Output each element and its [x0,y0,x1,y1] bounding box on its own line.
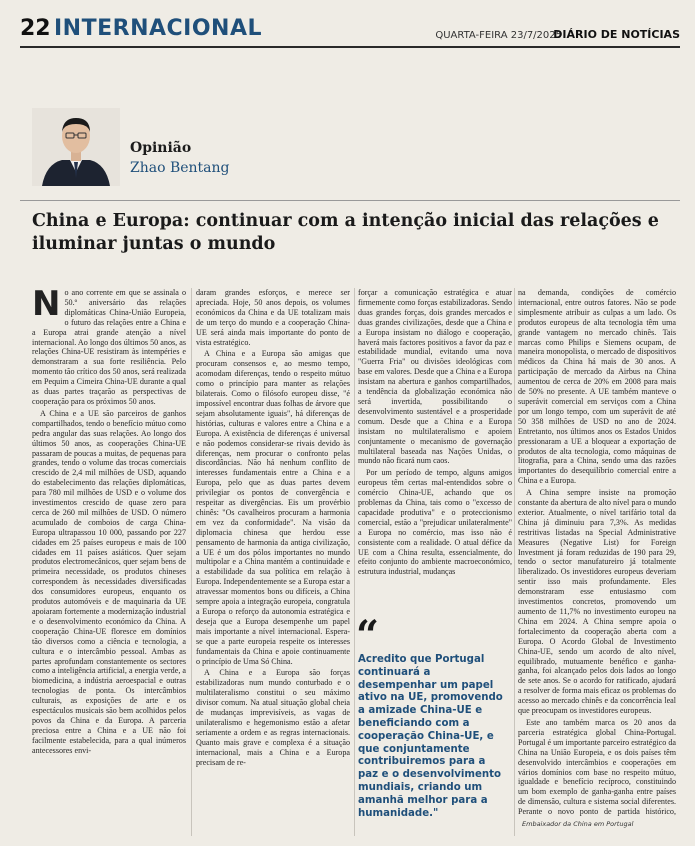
pull-quote: Acredito que Portugal continuará a desempenhar um papel ativo na UE, promovendo a amizade China-UE e beneficiando com a cooperação China-UE, e que conjuntamente contribuiremos para a paz e o desenvolvimento mundiais, criando um amanhã melhor para a humanidade." [358,654,503,819]
column-divider [514,288,515,836]
article-paragraph: Por um período de tempo, alguns amigos europeus têm certas mal-entendidos sobre o comércio China-UE, achando que os problemas da China, tais como o "excesso de capacidade produtiva" e o proteccionismo comercial, estão a "prejudicar unilateralmente" a Europa no comércio, mas isso não é consistente com a realidade. O atual défice da UE com a China resulta, essencialmente, do efeito conjunto do ambiente macroeconómico, estrutura industrial, mudanças [358,468,512,577]
article-headline: China e Europa: continuar com a intenção inicial das relações e iluminar juntas o mundo [32,211,659,254]
author-credit: Embaixador da China em Portugal [522,820,634,828]
column-divider [191,288,192,836]
article-column-2 [196,288,350,840]
article-paragraph: forçar a comunicação estratégica e atuar firmemente como forças estabilizadoras. Sendo duas grandes forças, dois grandes mercados e duas grandes civilizações, desde que a China e a Europa insistam no diálogo e cooperação, haverá mais factores positivos a favor da paz e estabilidade mundial, evitando uma nova "Guerra Fria" ou divisões ideológicas com base em valores. Desde que a China e a Europa insistam na abertura e ganhos compartilhados, a tendência da globalização económica não será invertida, possibilitando o desenvolvimento sustentável e a prosperidade comum. Desde que a China e a Europa insistam no multilateralismo e apoiem conjuntamente o mecanismo de governação multilateral baseada nas Nações Unidas, o mundo não ficará num caos. [358,288,512,466]
article-paragraph: No ano corrente em que se assinala o 50.º aniversário das relações diplomáticas China-União Europeia, o futuro das relações entre a China e a Europa atrai grande atenção a nível internacional. Ao longo dos últimos 50 anos, as relações China-UE resistiram às intempéries e demonstraram a sua forte resiliência. Pelo momento tão crítico dos 50 anos, será realizada em Pequim a Cimeira China-UE durante a qual as duas partes traçarão as perspectivas de cooperação para os próximos 50 anos. [32,288,186,406]
author-name: Zhao Bentang [130,160,230,176]
article-paragraph: daram grandes esforços, e merece ser apreciada. Hoje, 50 anos depois, os volumes económicos da China e da UE totalizam mais de um terço do mundo e a cooperação China-UE será ainda mais importante do ponto de vista estratégico. [196,288,350,347]
article-paragraph: A China e a UE são parceiros de ganhos compartilhados, tendo o benefício mútuo como pedra angular das suas relações. Ao longo dos últimos 50 anos, as cooperações China-UE passaram de poucas a muitas, de pequenas para grandes, tendo o volume das trocas comerciais crescido de 2,4 mil milhões de USD, aquando do estabelecimento das relações diplomáticas, para 780 mil milhões de USD e o volume dos investimentos crescido de quase zero para cerca de 260 mil milhões de USD. O número acumulado de comboios de carga China-Europa ultrapassou 10 000, passando por 227 cidades em 25 países europeus e mais de 100 cidades em 11 países asiáticos. Quer sejam produtos electromecânicos, quer sejam bens de primeira necessidade, os produtos chineses correspondem às necessidades diversificadas dos consumidores europeus, enquanto os produtos automóveis e de maquinaria da UE apoiaram fortemente a modernização industrial e o desenvolvimento económico da China. A cooperação China-UE floresce em domínios tão diversos como a ciência e tecnologia, a cultura e o intercâmbio pessoal. Ambas as partes aprofundam constantemente os sectores como a inteligência artificial, a energia verde, a biomedicina, a indústria aeroespacial e outras tecnologias de ponta. Os intercâmbios culturais, as exposições de arte e os espectáculos musicais são bem acolhidos pelos povos da China e da Europa. A parceria preciosa entre a China e a UE não foi facilmente estabelecida, para a qual inúmeros antecessores envi- [32,408,186,755]
issue-date: QUARTA-FEIRA 23/7/2025 [435,30,562,41]
header-rule [20,46,680,48]
article-paragraph: A China e a Europa são amigas que procuram consensos e, ao mesmo tempo, acomodam diferenças, tendo o respeito mútuo como o princípio para manter as relações bilaterais. Como o filósofo europeu disse, "é impossível encontrar duas folhas de árvore que sejam absolutamente iguais", há diferenças de histórias, culturas e valores entre a China e a Europa. A existência de diferenças é universal e não podemos considerar-se rivais devido às diferenças, nem procurar o confronto pelas discordâncias. Não há nenhum conflito de interesses fundamentais entre a China e a Europa, pelo que as duas partes devem privilegiar os pontos de convergência e respeitar as divergências. Eis um provérbio chinês: "Os cavalheiros procuram a harmonia em vez da conformidade". Na visão da diplomacia chinesa que herdou esse pensamento de harmonia da antiga civilização, a UE é um dos pólos importantes no mundo multipolar e a China mantém a continuidade e a estabilidade da sua política em relação à Europa. Independentemente se a Europa estar a atravessar momentos bons ou difíceis, a China sempre apoia a integração europeia, congratula a Europa o reforço da autonomia estratégica e deseja que a Europa desempenhe um papel mais importante a nível internacional. Espera-se que a parte europeia respeite os interesses fundamentais da China e apoie continuamente o princípio de Uma Só China. [196,349,350,666]
drop-cap: N [32,288,61,324]
page-number: 22 [20,16,51,41]
quote-mark-icon: “ [356,612,380,659]
article-paragraph: A China sempre insiste na promoção constante da abertura de alto nível para o mundo exterior. Atualmente, o nível tarifário total da China já diminuiu para 7,3%. As medidas restritivas listadas na Special Administrative Measures (Negative List) for Foreign Investment já foram reduzidas de 190 para 29, tendo o sector manufatureiro já totalmente liberalizado. Os investidores europeus deveriam sentir isso mais profundamente. Eles demonstraram esse entusiasmo com investimentos concretos, promovendo um aumento de 11,7% no investimento europeu na China em 2024. A China sempre apoia o fortalecimento da cooperação aberta com a Europa. O Acordo Global de Investimento China-UE, sendo um acordo de alto nível, equilibrado, mutuamente benéfico e ganha-ganha, foi alcançado pelos dois lados ao longo de sete anos. Se o acordo for ratificado, ajudará a resolver de forma mais eficaz os problemas do acesso ao mercado chinês e da concorrência leal que preocupam os investidores europeus. [518,488,676,716]
opinion-label: Opinião [130,140,192,156]
article-paragraph: na demanda, condições de comércio internacional, entre outros fatores. Não se pode simplesmente atribuir as culpas a um lado. Os produtos europeus de alta tecnologia têm uma grande vantagem no mercado chinês. Tais marcas como Philips e Siemens ocupam, de maneira monopolista, o mercado de dispositivos médicos da China há mais de 30 anos. A participação de mercado da Airbus na China aumentou de cerca de 20% em 2008 para mais de 50% no presente. A UE também manteve o superávit comercial em serviços com a China por um longo tempo, com um superávit de até 50 358 milhões de USD no ano de 2024. Entretanto, nos últimos anos os Estados Unidos pressionaram a UE a bloquear a exportação de produtos de alta tecnologia, como máquinas de litografia, para a China, sendo uma das razões importantes do desequilíbrio comercial entre a China e a Europa. [518,288,676,486]
author-separator [20,200,680,201]
article-column-4 [518,288,676,816]
author-photo [32,108,120,186]
article-paragraph: A China e a Europa são forças estabilizadoras num mundo conturbado e o multilateralismo constitui o seu máximo divisor comum. Na atual situação global cheia de mudanças imprevisíveis, as vagas de unilateralismo e hegemonismo estão a afetar seriamente a ordem e as regras internacionais. Quanto mais grave e complexa é a situação internacional, mais a China e a Europa precisam de re- [196,668,350,767]
publication-name: DIÁRIO DE NOTÍCIAS [553,28,680,41]
article-column-3 [358,288,512,598]
page-header [20,14,680,44]
article-paragraph: Este ano também marca os 20 anos da parceria estratégica global China-Portugal. Portugal é um importante parceiro estratégico da China na União Europeia, e os dois países têm desenvolvido intercâmbios e cooperações em vários domínios com base no respeito mútuo, igualdade e benefício recíproco, constituindo um bom exemplo de ganha-ganha entre países de dimensão, cultura e sistema social diferentes. Perante o novo ponto de partida histórico, [518,717,676,816]
column-divider [354,288,355,836]
article-column-1 [32,288,186,840]
section-title: INTERNACIONAL [54,16,263,41]
